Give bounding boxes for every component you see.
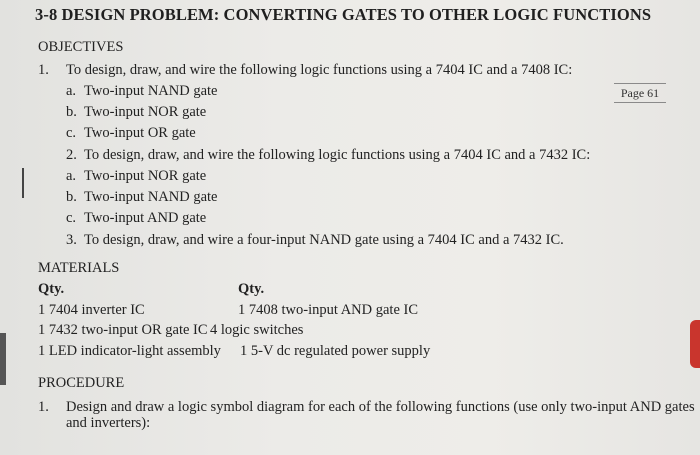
objective-sub-text: Two-input OR gate xyxy=(84,125,196,141)
objective-sub-letter: c. xyxy=(66,125,77,141)
qty-header-right: Qty. xyxy=(238,281,265,297)
edge-tab xyxy=(690,320,700,368)
objective-sub-letter: b. xyxy=(66,104,77,120)
procedure-text: Design and draw a logic symbol diagram for each of the following functions (use only two-input AND gates xyxy=(66,399,695,415)
procedure-num: 1. xyxy=(38,399,49,415)
procedure-heading: PROCEDURE xyxy=(38,375,125,391)
procedure-text: and inverters): xyxy=(66,415,151,431)
margin-mark xyxy=(0,333,6,385)
objective-sub-text: Two-input NAND gate xyxy=(84,83,218,99)
material-item: 4 logic switches xyxy=(210,322,304,338)
objective-text: To design, draw, and wire the following logic functions using a 7404 IC and a 7432 IC: xyxy=(84,147,591,163)
objective-sub-letter: b. xyxy=(66,189,77,205)
margin-mark xyxy=(22,168,24,198)
material-item: 1 LED indicator-light assembly xyxy=(38,343,221,359)
objective-num: 1. xyxy=(38,62,49,78)
material-item: 1 5-V dc regulated power supply xyxy=(240,343,431,359)
materials-heading: MATERIALS xyxy=(38,260,120,276)
material-item: 1 7404 inverter IC xyxy=(38,302,145,318)
objective-sub-letter: a. xyxy=(66,168,77,184)
material-item: 1 7432 two-input OR gate IC xyxy=(38,322,208,338)
objective-num: 3. xyxy=(66,232,77,248)
objective-text: To design, draw, and wire the following logic functions using a 7404 IC and a 7408 IC: xyxy=(66,62,573,78)
objective-sub-text: Two-input NOR gate xyxy=(84,168,207,184)
page-number-tag: Page 61 xyxy=(614,83,666,103)
objective-sub-text: Two-input AND gate xyxy=(84,210,207,226)
objectives-heading: OBJECTIVES xyxy=(38,39,124,55)
objective-text: To design, draw, and wire a four-input NAND gate using a 7404 IC and a 7432 IC. xyxy=(84,232,564,248)
objective-sub-text: Two-input NOR gate xyxy=(84,104,207,120)
objective-sub-text: Two-input NAND gate xyxy=(84,189,218,205)
objective-sub-letter: c. xyxy=(66,210,77,226)
material-item: 1 7408 two-input AND gate IC xyxy=(238,302,419,318)
page-title: 3-8 DESIGN PROBLEM: CONVERTING GATES TO OTHER LOGIC FUNCTIONS xyxy=(35,5,652,24)
objective-num: 2. xyxy=(66,147,77,163)
objective-sub-letter: a. xyxy=(66,83,77,99)
qty-header-left: Qty. xyxy=(38,281,65,297)
